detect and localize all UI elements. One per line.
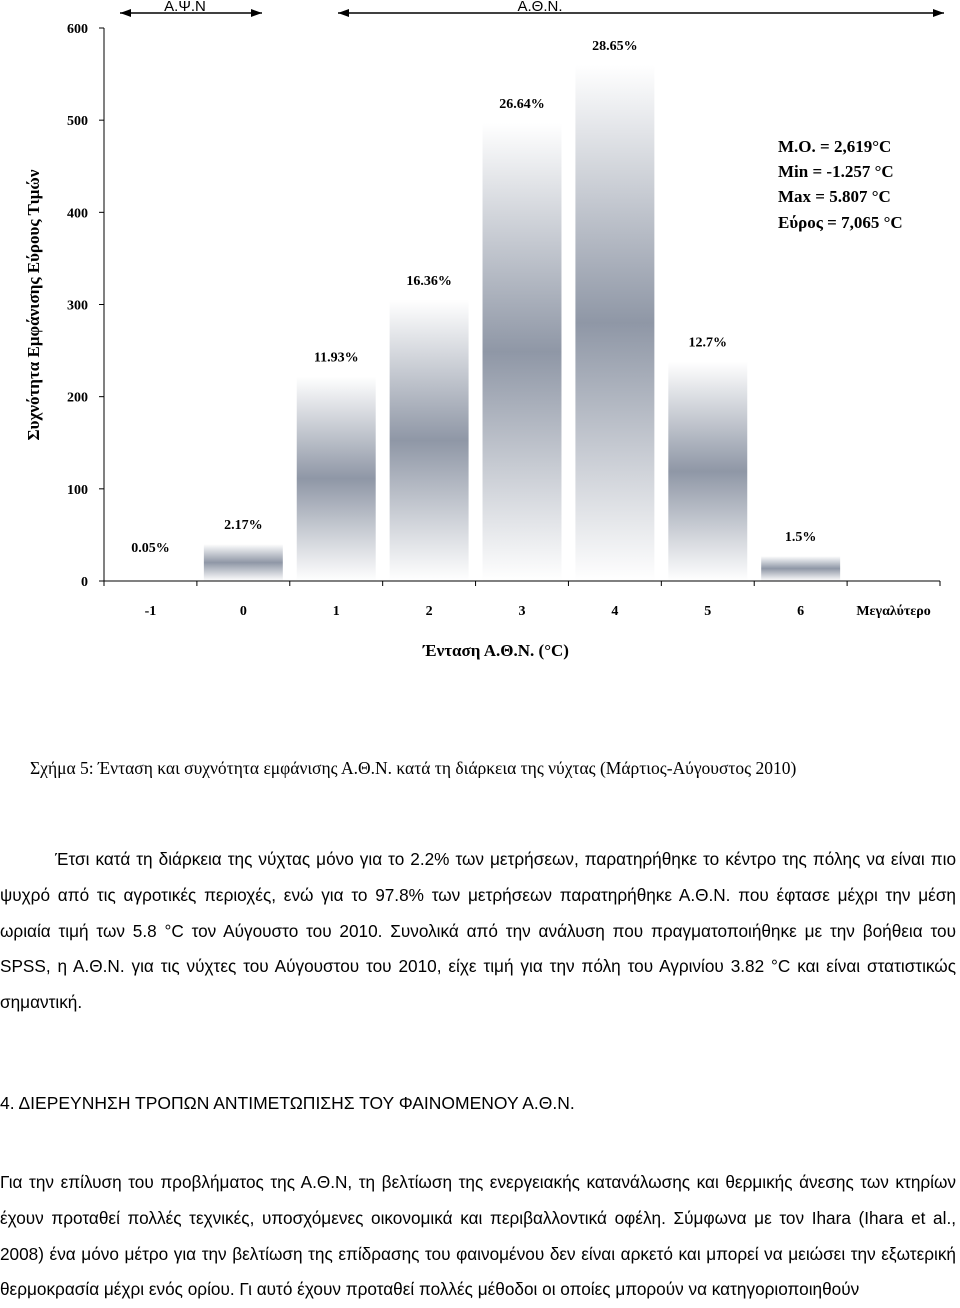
x-tick-label: 3 — [519, 604, 526, 619]
y-tick-label: 200 — [67, 391, 88, 406]
data-label: 0.05% — [131, 541, 170, 556]
x-tick-label: 1 — [333, 604, 340, 619]
x-tick-label: 5 — [704, 604, 711, 619]
y-tick-label: 0 — [81, 575, 88, 590]
range-label-athn: Α.Θ.Ν. — [517, 0, 562, 15]
stat-max: Max = 5.807 °C — [778, 187, 891, 206]
bar — [390, 300, 469, 581]
arrow-left-icon — [338, 9, 349, 17]
bar — [668, 362, 747, 581]
bars — [111, 65, 840, 581]
stats-box — [778, 137, 903, 232]
x-axis-title: Ένταση Α.Θ.Ν. (°C) — [422, 641, 569, 660]
range-label-apsn: Α.Ψ.Ν — [164, 0, 206, 15]
data-label: 11.93% — [314, 350, 359, 365]
bar — [204, 544, 283, 581]
data-label: 1.5% — [785, 530, 817, 545]
y-tick-label: 600 — [67, 22, 88, 37]
section-heading: 4. ΔΙΕΡΕΥΝΗΣΗ ΤΡΟΠΩΝ ΑΝΤΙΜΕΤΩΠΙΣΗΣ ΤΟΥ ΦΑΙΝΟΜΕΝΟΥ Α.Θ.Ν. — [0, 1093, 575, 1114]
y-tick-label: 300 — [67, 299, 88, 314]
data-label: 12.7% — [689, 336, 728, 351]
stat-range: Εύρος = 7,065 °C — [778, 213, 903, 232]
arrow-right-icon — [933, 9, 944, 17]
range-marker-athn — [338, 0, 944, 17]
y-tick-label: 100 — [67, 483, 88, 498]
figure-caption: Σχήμα 5: Ένταση και συχνότητα εμφάνισης Α.Θ.Ν. κατά τη διάρκεια της νύχτας (Μάρτιος-Αύγουστος 2010) — [30, 758, 796, 779]
x-tick-label: 2 — [426, 604, 433, 619]
bar — [297, 376, 376, 581]
x-tick-label: -1 — [145, 604, 157, 619]
paragraph-results: Έτσι κατά τη διάρκεια της νύχτας μόνο για το 2.2% των μετρήσεων, παρατηρήθηκε το κέντρο της πόλης να είναι πιο ψυχρό από τις αγροτικές περιοχές, ενώ για το 97.8% των μετρήσεων παρατηρήθηκε Α.Θ.Ν. που έφτασε μέχρι την μέση ωριαία τιμή των 5.8 °C τον Αύγουστο του 2010. Συνολικά από την ανάλυση που πραγματοποιήθηκε με την βοήθεια του SPSS, η Α.Θ.Ν. για τις νύχτες του Αύγουστου του 2010, είχε τιμή για την πόλη του Αγρινίου 3.82 °C και είναι στατιστικώς σημαντική. — [0, 842, 956, 1021]
bar — [483, 123, 562, 581]
range-marker-apsn — [120, 0, 262, 17]
x-tick-label: 6 — [797, 604, 804, 619]
bar — [761, 556, 840, 581]
x-tick-label: Μεγαλύτερο — [856, 604, 930, 619]
y-tick-label: 500 — [67, 114, 88, 129]
y-tick-label: 400 — [67, 206, 88, 221]
arrow-left-icon — [120, 9, 131, 17]
y-tick-labels — [67, 22, 104, 590]
arrow-right-icon — [251, 9, 262, 17]
stat-mean: Μ.Ο. = 2,619°C — [778, 137, 891, 156]
x-tick-labels — [104, 581, 940, 619]
data-label: 26.64% — [499, 97, 545, 112]
data-label: 2.17% — [224, 518, 263, 533]
data-label: 28.65% — [592, 39, 638, 54]
paragraph-mitigation: Για την επίλυση του προβλήματος της Α.Θ.Ν, τη βελτίωση της ενεργειακής κατανάλωσης και θερμικής άνεσης των κτηρίων έχουν προταθεί πολλές τεχνικές, υποσχόμενες οικονομικά και περιβαλλοντικά οφέλη. Σύμφωνα με τον Ihara (Ihara et al., 2008) ένα μόνο μέτρο για την βελτίωση της επίδρασης του φαινομένου δεν είναι αρκετό και μπορεί να μειώσει την εξωτερική θερμοκρασία μέχρι ενός ορίου. Γι αυτό έχουν προταθεί πολλές μέθοδοι οι οποίες μπορούν να κατηγοριοποιηθούν — [0, 1165, 956, 1308]
x-tick-label: 4 — [611, 604, 618, 619]
stat-min: Min = -1.257 °C — [778, 162, 894, 181]
data-label: 16.36% — [406, 274, 452, 289]
bar — [575, 65, 654, 581]
y-axis-title: Συχνότητα Εμφάνισης Εύρους Τιμών — [24, 169, 43, 440]
x-tick-label: 0 — [240, 604, 247, 619]
